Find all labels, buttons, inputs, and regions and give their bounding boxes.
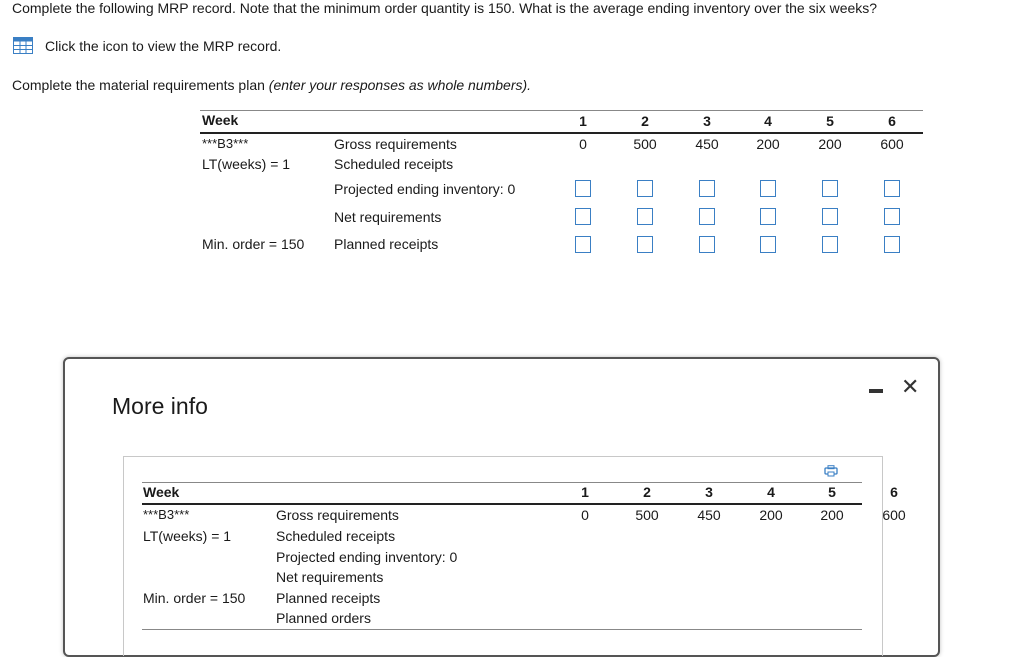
projected-input-5[interactable] [822, 180, 838, 197]
info-row-planned: Planned receipts [276, 590, 381, 606]
view-mrp-link[interactable] [13, 37, 281, 54]
more-info-dialog [63, 357, 940, 657]
projected-input-6[interactable] [884, 180, 900, 197]
info-row-scheduled: Scheduled receipts [276, 528, 396, 544]
info-top-rule [142, 482, 862, 483]
planned-input-6[interactable] [884, 236, 900, 253]
table-header-rule [200, 132, 923, 134]
info-week-col-2: 2 [643, 484, 651, 500]
info-item-name: ***B3*** [143, 507, 190, 522]
net-input-3[interactable] [699, 208, 715, 225]
row-label-scheduled: Scheduled receipts [334, 156, 454, 172]
gross-value-3: 450 [695, 136, 719, 152]
info-gross-value-6: 600 [882, 507, 906, 523]
info-header-rule [142, 503, 862, 505]
instructions-emphasis: (enter your responses as whole numbers). [268, 77, 532, 93]
table-top-rule [200, 110, 923, 111]
item-name: ***B3*** [202, 136, 249, 151]
planned-input-1[interactable] [575, 236, 591, 253]
info-gross-value-1: 0 [581, 507, 589, 523]
row-label-net: Net requirements [334, 209, 442, 225]
info-week-col-1: 1 [581, 484, 589, 500]
projected-input-3[interactable] [699, 180, 715, 197]
planned-input-5[interactable] [822, 236, 838, 253]
projected-input-1[interactable] [575, 180, 591, 197]
table-grid-icon[interactable] [13, 37, 33, 54]
dialog-title: More info [112, 393, 208, 419]
week-col-1: 1 [579, 113, 587, 129]
net-input-6[interactable] [884, 208, 900, 225]
week-col-3: 3 [703, 113, 711, 129]
row-label-planned: Planned receipts [334, 236, 439, 252]
instructions-prefix: Complete the material requirements plan [12, 77, 269, 93]
gross-value-6: 600 [880, 136, 904, 152]
info-bottom-rule [142, 629, 862, 630]
net-input-5[interactable] [822, 208, 838, 225]
net-input-4[interactable] [760, 208, 776, 225]
minimize-icon[interactable] [869, 389, 883, 393]
view-mrp-link-label[interactable]: Click the icon to view the MRP record. [45, 37, 282, 54]
planned-input-2[interactable] [637, 236, 653, 253]
planned-input-4[interactable] [760, 236, 776, 253]
info-gross-value-2: 500 [635, 507, 659, 523]
week-col-6: 6 [888, 113, 896, 129]
week-header: Week [202, 112, 239, 128]
projected-input-2[interactable] [637, 180, 653, 197]
info-gross-value-5: 200 [820, 507, 844, 523]
info-row-orders: Planned orders [276, 610, 371, 626]
projected-input-4[interactable] [760, 180, 776, 197]
info-row-projected: Projected ending inventory: 0 [276, 549, 458, 565]
net-input-1[interactable] [575, 208, 591, 225]
min-order: Min. order = 150 [202, 236, 305, 252]
info-week-col-3: 3 [705, 484, 713, 500]
info-week-col-4: 4 [767, 484, 775, 500]
info-row-gross: Gross requirements [276, 507, 399, 523]
row-label-projected: Projected ending inventory: 0 [334, 181, 516, 197]
row-label-gross: Gross requirements [334, 136, 457, 152]
instructions [12, 77, 531, 93]
gross-value-4: 200 [756, 136, 780, 152]
gross-value-5: 200 [818, 136, 842, 152]
week-col-4: 4 [764, 113, 772, 129]
lead-time: LT(weeks) = 1 [202, 156, 291, 172]
info-week-header: Week [143, 484, 180, 500]
planned-input-3[interactable] [699, 236, 715, 253]
print-icon[interactable] [824, 465, 838, 477]
question-text: Complete the following MRP record. Note that the minimum order quantity is 150. What is the average ending inventory over the six weeks? [12, 0, 878, 16]
more-info-content [123, 456, 906, 656]
info-week-col-6: 6 [890, 484, 898, 500]
close-icon[interactable]: ✕ [901, 374, 920, 399]
info-gross-value-3: 450 [697, 507, 721, 523]
net-input-2[interactable] [637, 208, 653, 225]
gross-value-1: 0 [579, 136, 587, 152]
info-week-col-5: 5 [828, 484, 836, 500]
week-col-2: 2 [641, 113, 649, 129]
gross-value-2: 500 [633, 136, 657, 152]
info-lead-time: LT(weeks) = 1 [143, 528, 232, 544]
info-min-order: Min. order = 150 [143, 590, 246, 606]
info-row-net: Net requirements [276, 569, 384, 585]
week-col-5: 5 [826, 113, 834, 129]
info-gross-value-4: 200 [759, 507, 783, 523]
